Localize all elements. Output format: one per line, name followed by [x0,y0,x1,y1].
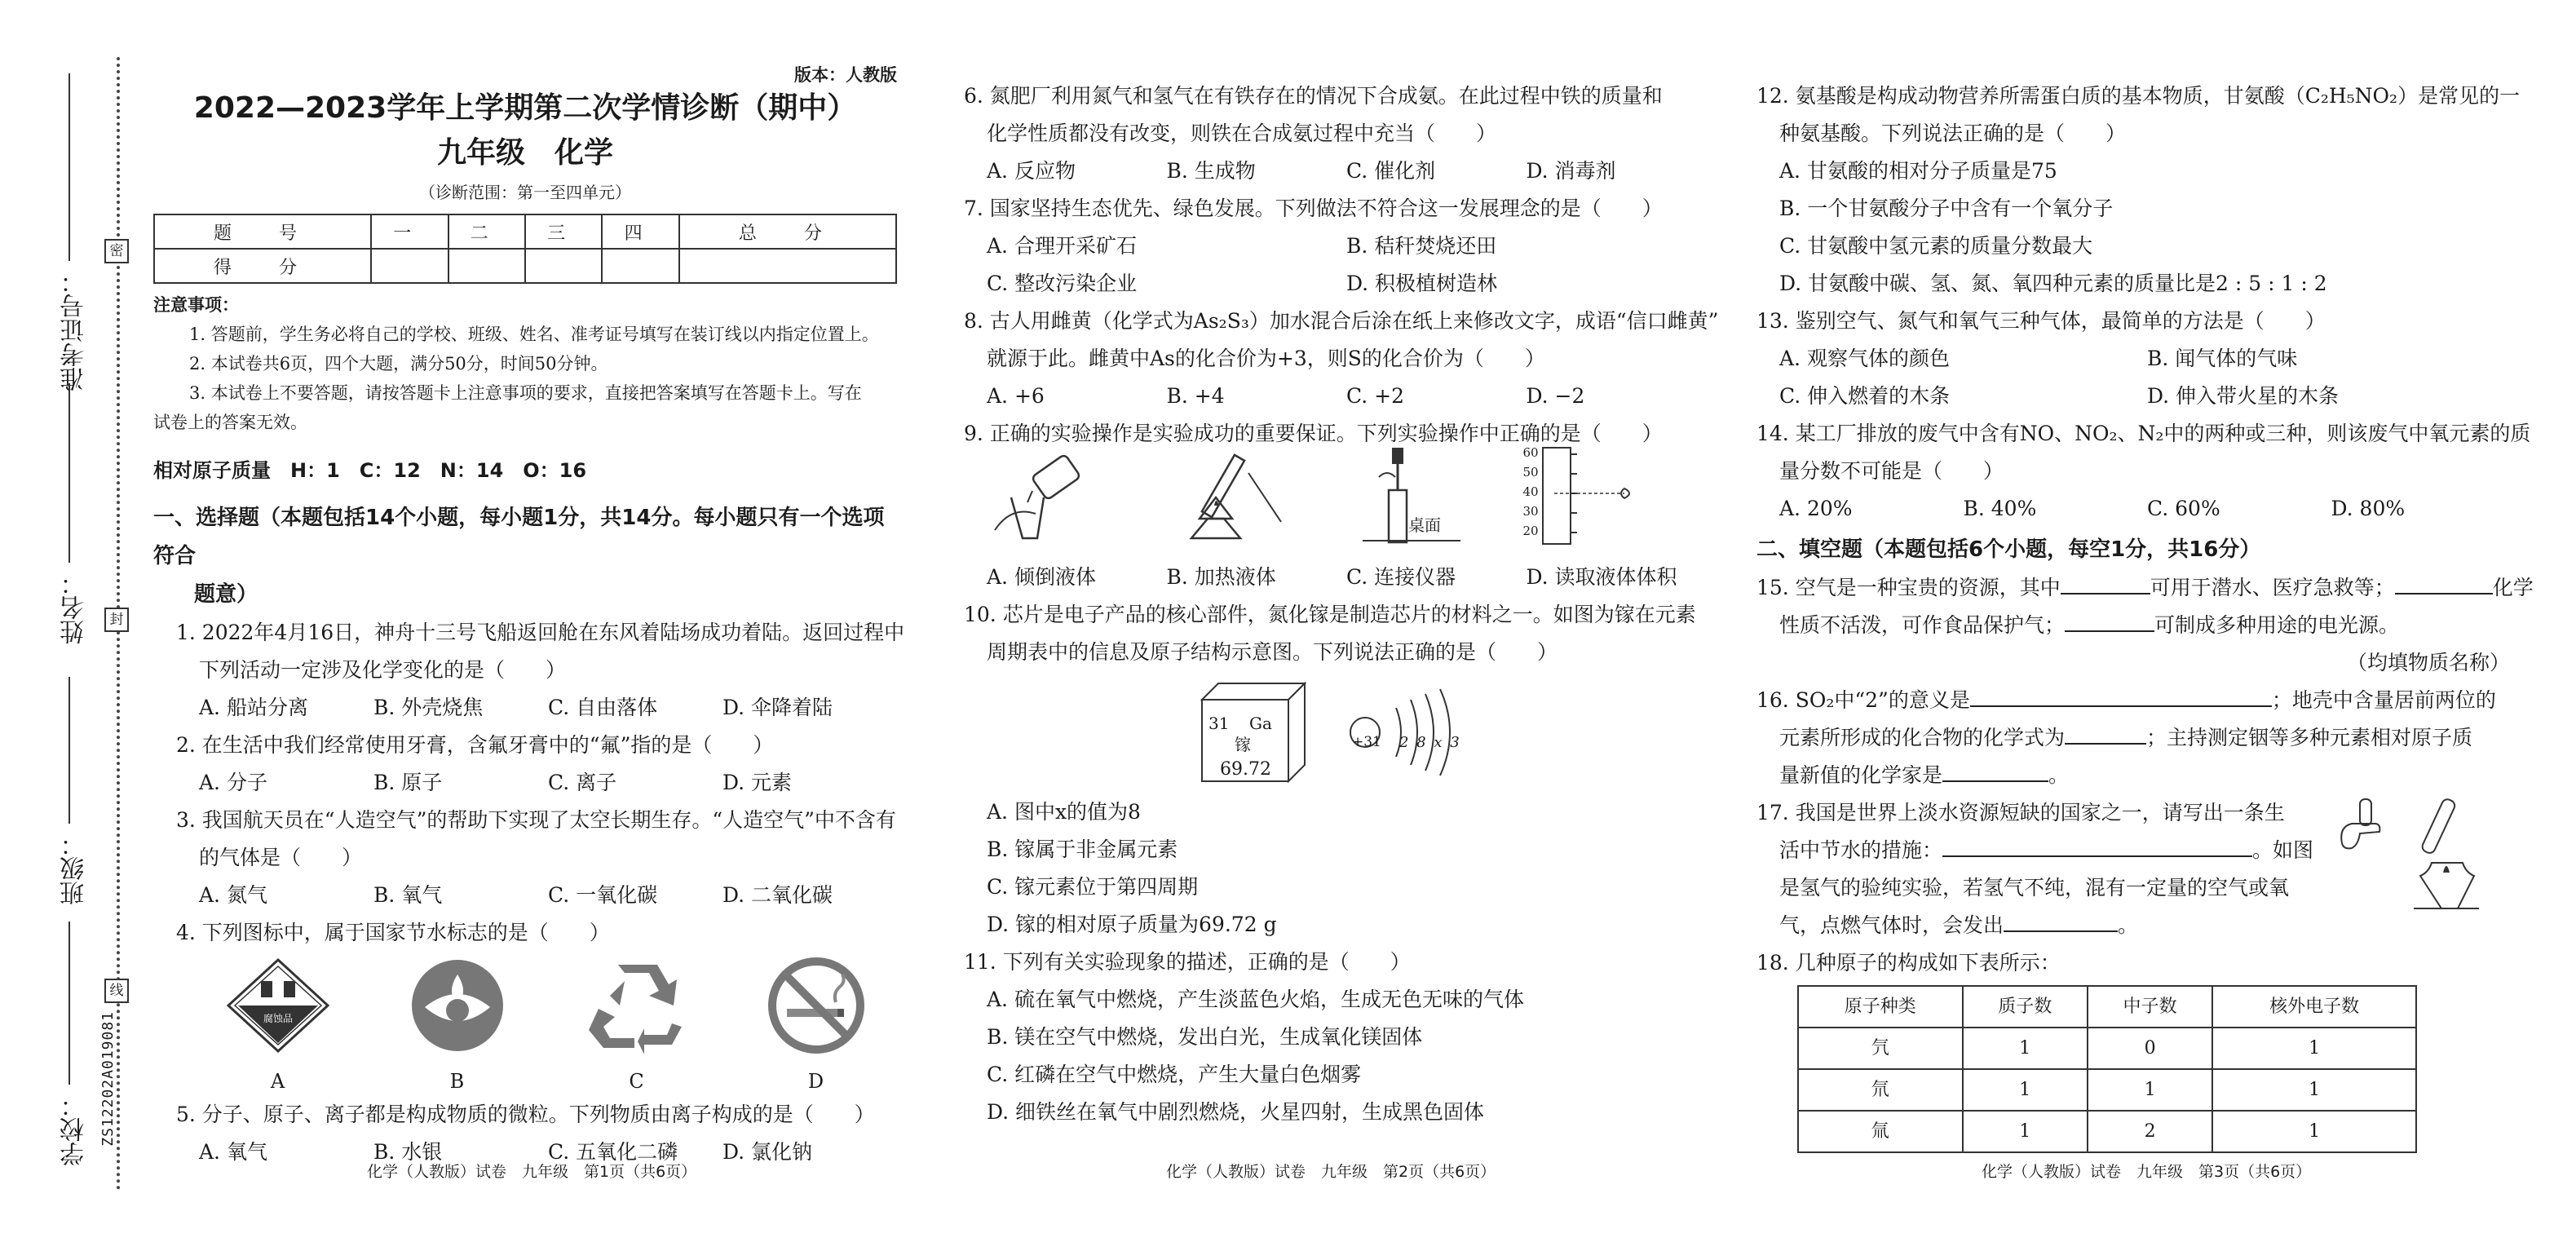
page-2-footer: 化学（人教版）试卷 九年级 第2页（共6页） [1166,1163,1496,1181]
q11-option-d-row [964,1094,1706,1131]
q11-option-d[interactable]: D. 细铁丝在氧气中剧烈燃烧，火星四射，生成黑色固体 [987,1100,1485,1124]
q17-blank-2[interactable] [2004,908,2118,932]
q1-option-c[interactable]: C. 自由落体 [548,696,658,719]
class-label: 班级： [60,832,89,905]
atom-table-cell: 2 [2088,1111,2212,1152]
q2-option-d[interactable]: D. 元素 [722,771,793,794]
scale-50: 50 [1522,465,1539,480]
section1-title-cont: 题意） [194,582,258,607]
q15-blank-3[interactable] [2065,608,2154,632]
atom-table-cell: 氚 [1798,1111,1963,1152]
q8-stem: 8. 古人用雌黄（化学式为As₂S₃）加水混合后涂在纸上来修改文字，成语“信口雌黄” [964,309,1719,333]
score-cell-2[interactable] [448,249,525,283]
q8-option-a[interactable]: A. +6 [987,384,1045,408]
q9-option-c[interactable]: C. 连接仪器 [1346,565,1456,589]
q1-stem-cont: 下列活动一定涉及化学变化的是（ ） [199,658,567,682]
section2-title: 二、填空题（本题包括6个小题，每空1分，共16分） [1756,537,2261,562]
q8-options [964,378,1706,415]
q11-option-a-row [964,981,1706,1019]
q6-stem-cont: 化学性质都没有改变，则铁在合成氨过程中充当（ ） [987,122,1497,145]
notes [153,290,897,437]
recycle-sign-icon [584,957,690,1054]
q3-option-d[interactable]: D. 二氧化碳 [722,883,833,907]
q15-text-1: 15. 空气是一种宝贵的资源，其中 [1756,576,2061,599]
atom-table-cell: 1 [2088,1069,2212,1111]
q6-option-d[interactable]: D. 消毒剂 [1526,159,1616,183]
q17-text-1: 活中节水的措施： [1779,838,1943,862]
question-6 [964,77,1706,190]
q8-option-d[interactable]: D. −2 [1526,384,1585,408]
q7-options-row2 [964,265,1706,303]
table-row [1798,1069,2416,1111]
page-title: 2022—2023学年上学期第二次学情诊断（期中） [193,91,857,125]
q4-sign-a[interactable] [225,957,331,1096]
q9-fig-d[interactable] [1522,444,1707,559]
question-14 [1756,415,2531,528]
atom-table-cell: 1 [2212,1069,2416,1111]
atom-table-cell: 1 [2212,1028,2416,1069]
q13-options-row1 [1756,340,2515,378]
score-header-label: 题 号 [154,214,371,249]
atom-table-header: 质子数 [1963,986,2088,1028]
q11-option-c[interactable]: C. 红磷在空气中燃烧，产生大量白色烟雾 [987,1063,1362,1086]
q1-option-b[interactable]: B. 外壳烧焦 [373,696,484,719]
q3-stem-cont: 的气体是（ ） [199,846,363,869]
q16-text-2: ；地壳中含量居前两位的 [2271,688,2496,712]
q12-option-a[interactable]: A. 甘氨酸的相对分子质量是75 [1779,159,2057,183]
q4-sign-b[interactable] [409,957,506,1096]
note-item: 3. 本试卷上不要答题，请按答题卡上注意事项的要求，直接把答案填写在答题卡上。写在 [189,383,862,403]
question-8 [964,303,1719,415]
q1-options [153,689,897,727]
score-header-1: 一 [371,214,448,249]
q10-option-d[interactable]: D. 镓的相对原子质量为69.72 g [987,913,1277,936]
connecting-apparatus-icon [1346,444,1469,546]
name-label: 姓名： [60,571,89,644]
q13-option-b[interactable]: B. 闻气体的气味 [2147,347,2298,370]
q16-blank-2[interactable] [2065,720,2146,745]
q9-option-d[interactable]: D. 读取液体体积 [1526,565,1677,589]
q10-option-a-row [964,793,1706,831]
q13-stem: 13. 鉴别空气、氮气和氧气三种气体，最简单的方法是（ ） [1756,309,2326,333]
q11-stem: 11. 下列有关实验现象的描述，正确的是（ ） [964,950,1411,974]
seal-char-feng: 封 [104,608,129,632]
q11-option-c-row [964,1056,1706,1094]
q11-option-a[interactable]: A. 硫在氧气中燃烧，产生淡蓝色火焰，生成无色无味的气体 [987,988,1524,1011]
q9-fig-c[interactable] [1346,444,1527,559]
q11-option-b[interactable]: B. 镁在空气中燃烧，发出白光，生成氧化镁固体 [987,1025,1423,1049]
element-cell [1200,682,1306,783]
note-item: 2. 本试卷共6页，四个大题，满分50分，时间50分钟。 [189,354,608,373]
element-symbol: Ga [1249,714,1272,733]
q8-option-c[interactable]: C. +2 [1346,384,1404,408]
q5-option-a[interactable]: A. 氧气 [199,1140,267,1164]
q15-note: （均填物质名称） [2346,651,2510,674]
q9-option-b[interactable]: B. 加热液体 [1166,565,1276,589]
q16-text-6: 。 [2048,763,2070,787]
subject-title: 九年级 化学 [436,136,613,170]
q15-text-5: 可制成多种用途的电光源。 [2154,613,2400,637]
q1-option-a[interactable]: A. 船站分离 [199,696,308,719]
name-field[interactable] [68,383,70,563]
question-13 [1756,303,2515,415]
q14-stem: 14. 某工厂排放的废气中含有NO、NO₂、N₂中的两种或三种，则该废气中氧元素的质 [1756,422,2531,445]
q3-options [153,877,897,914]
q14-option-a[interactable]: A. 20% [1779,497,1853,520]
scale-60: 60 [1522,445,1539,460]
q17-stem: 17. 我国是世界上淡水资源短缺的国家之一，请写出一条生 [1756,801,2285,824]
element-mass: 69.72 [1220,759,1271,780]
q5-option-b[interactable]: B. 水银 [373,1140,443,1164]
q2-option-c[interactable]: C. 离子 [548,771,617,794]
q6-options [964,152,1706,190]
q10-option-c-row [964,869,1706,906]
q11-option-b-row [964,1019,1706,1056]
q9-option-a[interactable]: A. 倾倒液体 [987,565,1096,589]
q5-option-d[interactable]: D. 氯化钠 [722,1140,813,1164]
q12-option-a-row [1756,152,2515,190]
score-header-2: 二 [448,214,525,249]
score-header-total: 总 分 [679,214,896,249]
q16-blank-1[interactable] [1970,683,2272,707]
atom-table-cell: 0 [2088,1028,2212,1069]
q13-option-d[interactable]: D. 伸入带火星的木条 [2147,384,2340,408]
q14-option-c[interactable]: C. 60% [2147,497,2220,520]
scale-40: 40 [1522,484,1539,499]
q9-figures [964,445,1706,559]
q6-option-c[interactable]: C. 催化剂 [1346,159,1436,183]
school-field[interactable] [68,922,70,1085]
water-saving-sign-icon [409,957,506,1054]
q10-option-d-row [964,906,1706,944]
q9-stem: 9. 正确的实验操作是实验成功的重要保证。下列实验操作中正确的是（ ） [964,422,1663,445]
q14-option-d[interactable]: D. 80% [2331,497,2406,520]
no-smoking-sign-icon [767,957,865,1054]
q12-stem-cont: 种氨基酸。下列说法正确的是（ ） [1779,122,2127,145]
hydrogen-purity-test-icon [2335,794,2482,917]
atom-table-cell: 1 [1963,1028,2088,1069]
q3-stem: 3. 我国航天员在“人造空气”的帮助下实现了太空长期生存。“人造空气”中不含有 [176,808,896,832]
q3-option-a[interactable]: A. 氮气 [199,883,267,907]
table-row [1798,1028,2416,1069]
q9-options [964,559,1706,596]
q17-text-2: 。如图 [2252,838,2314,862]
question-16 [1756,682,2515,794]
q4-caption-b: B [449,1070,465,1093]
atom-table-header: 核外电子数 [2212,986,2416,1028]
q12-option-d-row [1756,265,2515,303]
q18-stem: 18. 几种原子的构成如下表所示： [1756,951,2061,975]
page-2 [964,77,1719,1131]
atom-table-cell: 氕 [1798,1028,1963,1069]
q3-option-c[interactable]: C. 一氧化碳 [548,883,658,907]
q2-options [153,764,897,802]
q15-blank-2[interactable] [2395,570,2493,594]
note-item: 1. 答题前，学生务必将自己的学校、班级、姓名、准考证号填写在装订线以内指定位置上。 [189,325,879,344]
question-2 [153,727,897,802]
cylinder-scale [1523,443,1539,541]
class-field[interactable] [68,677,70,824]
note-item: 试卷上的答案无效。 [153,413,307,432]
q10-stem-cont: 周期表中的信息及原子结构示意图。下列说法正确的是（ ） [987,640,1558,664]
q16-text-5: 量新值的化学家是 [1779,763,1943,787]
heating-liquid-icon [1167,449,1289,546]
q10-option-a[interactable]: A. 图中x的值为8 [987,800,1141,824]
pouring-liquid-icon [987,449,1109,546]
scale-30: 30 [1522,504,1539,519]
atomic-mass: 相对原子质量 H：1 C：12 N：14 O：16 [153,459,587,482]
score-table [153,214,897,284]
q13-option-a[interactable]: A. 观察气体的颜色 [1779,347,1950,370]
question-7 [964,190,1706,303]
score-cell-3[interactable] [525,249,602,283]
atom-table-header: 中子数 [2088,986,2212,1028]
score-row-label: 得 分 [154,249,371,283]
q7-option-b[interactable]: B. 秸秆焚烧还田 [1346,234,1497,258]
q2-option-b[interactable]: B. 原子 [373,771,443,794]
q10-stem: 10. 芯片是电子产品的核心部件，氮化镓是制造芯片的材料之一。如图为镓在元素 [964,603,1696,626]
scale-20: 20 [1522,524,1539,538]
q4-caption-a: A [270,1070,285,1093]
q16-text-3: 元素所形成的化合物的化学式为 [1779,726,2066,749]
q15-text-3: 化学 [2492,576,2534,599]
q16-text-4: ；主持测定铟等多种元素相对原子质 [2146,726,2473,749]
question-11 [964,944,1706,1131]
q7-stem: 7. 国家坚持生态优先、绿色发展。下列做法不符合这一发展理念的是（ ） [964,197,1663,220]
section1-title: 一、选择题（本题包括14个小题，每小题1分，共14分。每小题只有一个选项符合 [153,506,885,568]
q4-sign-d[interactable] [767,957,865,1096]
desk-label: 桌面 [1408,515,1441,535]
seal-char-mi: 密 [104,239,129,263]
question-4 [153,914,897,1096]
q4-caption-d: D [807,1070,824,1093]
atom-table-cell: 1 [2212,1111,2416,1152]
reading-volume-icon [1527,444,1649,546]
q8-option-b[interactable]: B. +4 [1166,384,1225,408]
q13-options-row2 [1756,378,2515,415]
q5-option-c[interactable]: C. 五氧化二磷 [548,1140,678,1164]
page-3-footer: 化学（人教版）试卷 九年级 第3页（共6页） [1982,1163,2312,1181]
q14-stem-cont: 量分数不可能是（ ） [1779,459,2004,483]
q3-option-b[interactable]: B. 氧气 [373,883,443,907]
q17-text-4: 。 [2118,913,2139,937]
q1-stem: 1. 2022年4月16日，神舟十三号飞船返回舱在东风着陆场成功着陆。返回过程中 [176,621,905,644]
q14-options [1756,490,2515,528]
atom-table-header: 原子种类 [1798,986,1963,1028]
q15-text-2: 可用于潜水、医疗急救等； [2150,576,2395,599]
atom-nucleus: +31 [1352,734,1381,750]
q10-option-c[interactable]: C. 镓元素位于第四周期 [987,875,1199,899]
corrosive-sign-icon [225,957,331,1054]
page-1 [153,65,905,1171]
q4-caption-c: C [629,1070,644,1093]
notes-title: 注意事项： [153,295,239,315]
question-17 [1756,794,2515,944]
question-1 [153,614,905,727]
q1-option-d[interactable]: D. 伞降着陆 [722,696,833,719]
q13-option-c[interactable]: C. 伸入燃着的木条 [1779,384,1951,408]
paper-code: ZS12202A019081 [99,1011,117,1147]
q15-blank-1[interactable] [2061,570,2150,594]
atom-shells: 2 8 x 3 [1399,734,1461,751]
q16-blank-3[interactable] [1942,758,2048,782]
binding-strip [0,0,147,1242]
q17-stem-cont: 是氢气的验纯实验，若氢气不纯，混有一定量的空气或氧 [1779,876,2290,899]
q4-signs [153,957,904,1096]
question-3 [153,802,897,914]
q8-stem-cont: 就源于此。雌黄中As的化合价为+3，则S的化合价为（ ） [987,347,1545,370]
score-cell-total[interactable] [679,249,896,283]
question-10 [964,596,1706,944]
atom-structure [1347,687,1469,777]
score-header-4: 四 [602,214,678,249]
q10-figures [964,671,1706,793]
q9-fig-b[interactable] [1167,449,1347,559]
q12-option-d[interactable]: D. 甘氨酸中碳、氢、氮、氧四种元素的质量比是2 : 5 : 1 : 2 [1779,272,2327,295]
exam-scope: （诊断范围：第一至四单元） [419,183,631,202]
atom-table-cell: 1 [1963,1111,2088,1152]
q6-stem: 6. 氮肥厂利用氮气和氢气在有铁存在的情况下合成氨。在此过程中铁的质量和 [964,84,1663,108]
atom-table-cell: 1 [1963,1069,2088,1111]
table-row [1798,1111,2416,1152]
q14-option-b[interactable]: B. 40% [1963,497,2037,520]
page-3 [1756,77,2534,1153]
q9-fig-a[interactable] [987,449,1167,559]
q7-option-d[interactable]: D. 积极植树造林 [1346,272,1498,295]
page-1-footer: 化学（人教版）试卷 九年级 第1页（共6页） [367,1163,697,1181]
question-15 [1756,569,2534,682]
q12-option-c-row [1756,228,2515,265]
atom-table [1797,985,2417,1153]
exam-number-field[interactable] [68,73,70,261]
q10-option-b-row [964,831,1706,869]
q17-blank-1[interactable] [1942,833,2252,857]
score-cell-1[interactable] [371,249,448,283]
q5-stem: 5. 分子、原子、离子都是构成物质的微粒。下列物质由离子构成的是（ ） [176,1103,875,1126]
element-number: 31 [1208,714,1230,733]
version-label: 版本：人教版 [794,65,897,85]
q16-text-1: 16. SO₂中“2”的意义是 [1756,688,1970,712]
q4-stem: 4. 下列图标中，属于国家节水标志的是（ ） [176,921,610,944]
q12-option-b-row [1756,190,2515,228]
sign-a-label: 腐蚀品 [263,1013,293,1024]
score-cell-4[interactable] [602,249,678,283]
q7-option-a[interactable]: A. 合理开采矿石 [987,234,1137,258]
q15-text-4: 性质不活泼，可作食品保护气； [1779,613,2066,637]
q2-option-a[interactable]: A. 分子 [199,771,267,794]
q12-option-b[interactable]: B. 一个甘氨酸分子中含有一个氧分子 [1779,197,2114,220]
q7-option-c[interactable]: C. 整改污染企业 [987,272,1138,295]
q4-sign-c[interactable] [584,957,690,1096]
q12-stem: 12. 氨基酸是构成动物营养所需蛋白质的基本物质，甘氨酸（C₂H₅NO₂）是常见的一 [1756,84,2521,108]
q6-option-a[interactable]: A. 反应物 [987,159,1076,183]
q7-options-row1 [964,228,1706,265]
q6-option-b[interactable]: B. 生成物 [1166,159,1256,183]
atom-table-cell: 氘 [1798,1069,1963,1111]
element-name: 镓 [1235,735,1251,754]
q12-option-c[interactable]: C. 甘氨酸中氢元素的质量分数最大 [1779,234,2093,258]
seal-char-xian: 线 [104,979,129,1003]
question-18 [1756,944,2515,1153]
q10-option-b[interactable]: B. 镓属于非金属元素 [987,838,1178,861]
question-9 [964,415,1706,596]
q17-text-3: 气，点燃气体时，会发出 [1779,913,2004,937]
score-header-3: 三 [525,214,602,249]
school-label: 学校： [60,1093,89,1166]
q2-stem: 2. 在生活中我们经常使用牙膏，含氟牙膏中的“氟”指的是（ ） [176,733,774,757]
question-12 [1756,77,2521,303]
exam-number-label: 准考证号： [60,269,89,391]
